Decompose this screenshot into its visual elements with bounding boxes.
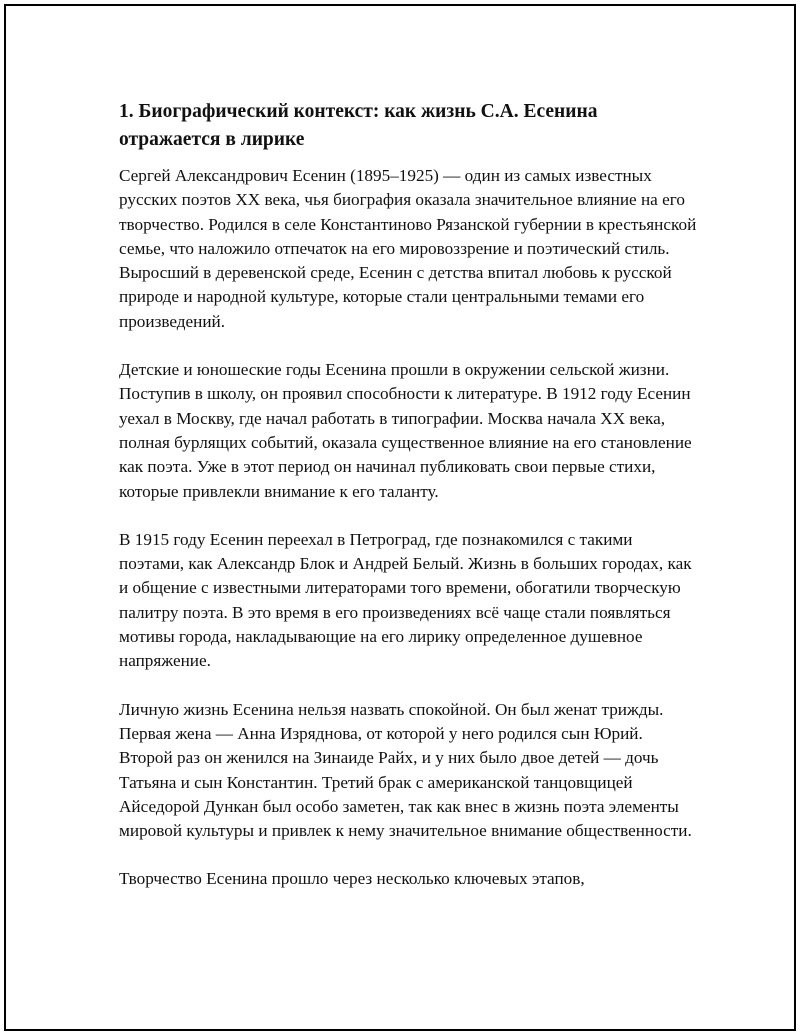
paragraph-3: В 1915 году Есенин переехал в Петроград, где познакомился с такими поэтами, как Александр Блок и Андрей Белый. Жизнь в больших городах, как и общение с известными литераторами того времени, обогатили творческую палитру поэта. В это время в его произведениях всё чаще стали появляться мотивы города, накладывающие на его лирику определенное душевное напряжение. <box>119 529 692 671</box>
paragraph-1: Сергей Александрович Есенин (1895–1925) — один из самых известных русских поэтов XX века, чья биография оказала значительное влияние на его творчество. Родился в селе Константиново Рязанской губернии в крестьянской семье, что наложило отпечаток на его мировоззрение и поэтический стиль. Выросший в деревенской среде, Есенин с детства впитал любовь к русской природе и народной культуре, которые стали центральными темами его произведений. <box>119 166 697 331</box>
paragraph-5: Творчество Есенина прошло через несколько ключевых этапов, <box>119 869 585 889</box>
paragraph-2: Детские и юношеские годы Есенина прошли в окружении сельской жизни. Поступив в школу, он проявил способности к литературе. В 1912 году Есенин уехал в Москву, где начал работать в типографии. Москва начала XX века, полная бурлящих событий, оказала существенное влияние на его становление как поэта. Уже в этот период он начинал публиковать свои первые стихи, которые привлекли внимание к его таланту. <box>119 360 692 501</box>
document-page <box>4 4 796 1031</box>
document-content <box>119 98 699 916</box>
paragraph-4: Личную жизнь Есенина нельзя назвать спокойной. Он был женат трижды. Первая жена — Анна Изряднова, от которой у него родился сын Юрий. Второй раз он женился на Зинаиде Райх, и у них было двое детей — дочь Татьяна и сын Константин. Третий брак с американской танцовщицей Айседорой Дункан был особо заметен, так как внес в жизнь поэта элементы мировой культуры и привлек к нему значительное внимание общественности. <box>119 699 692 841</box>
section-heading: 1. Биографический контекст: как жизнь С.А. Есенина отражается в лирике <box>119 101 598 150</box>
